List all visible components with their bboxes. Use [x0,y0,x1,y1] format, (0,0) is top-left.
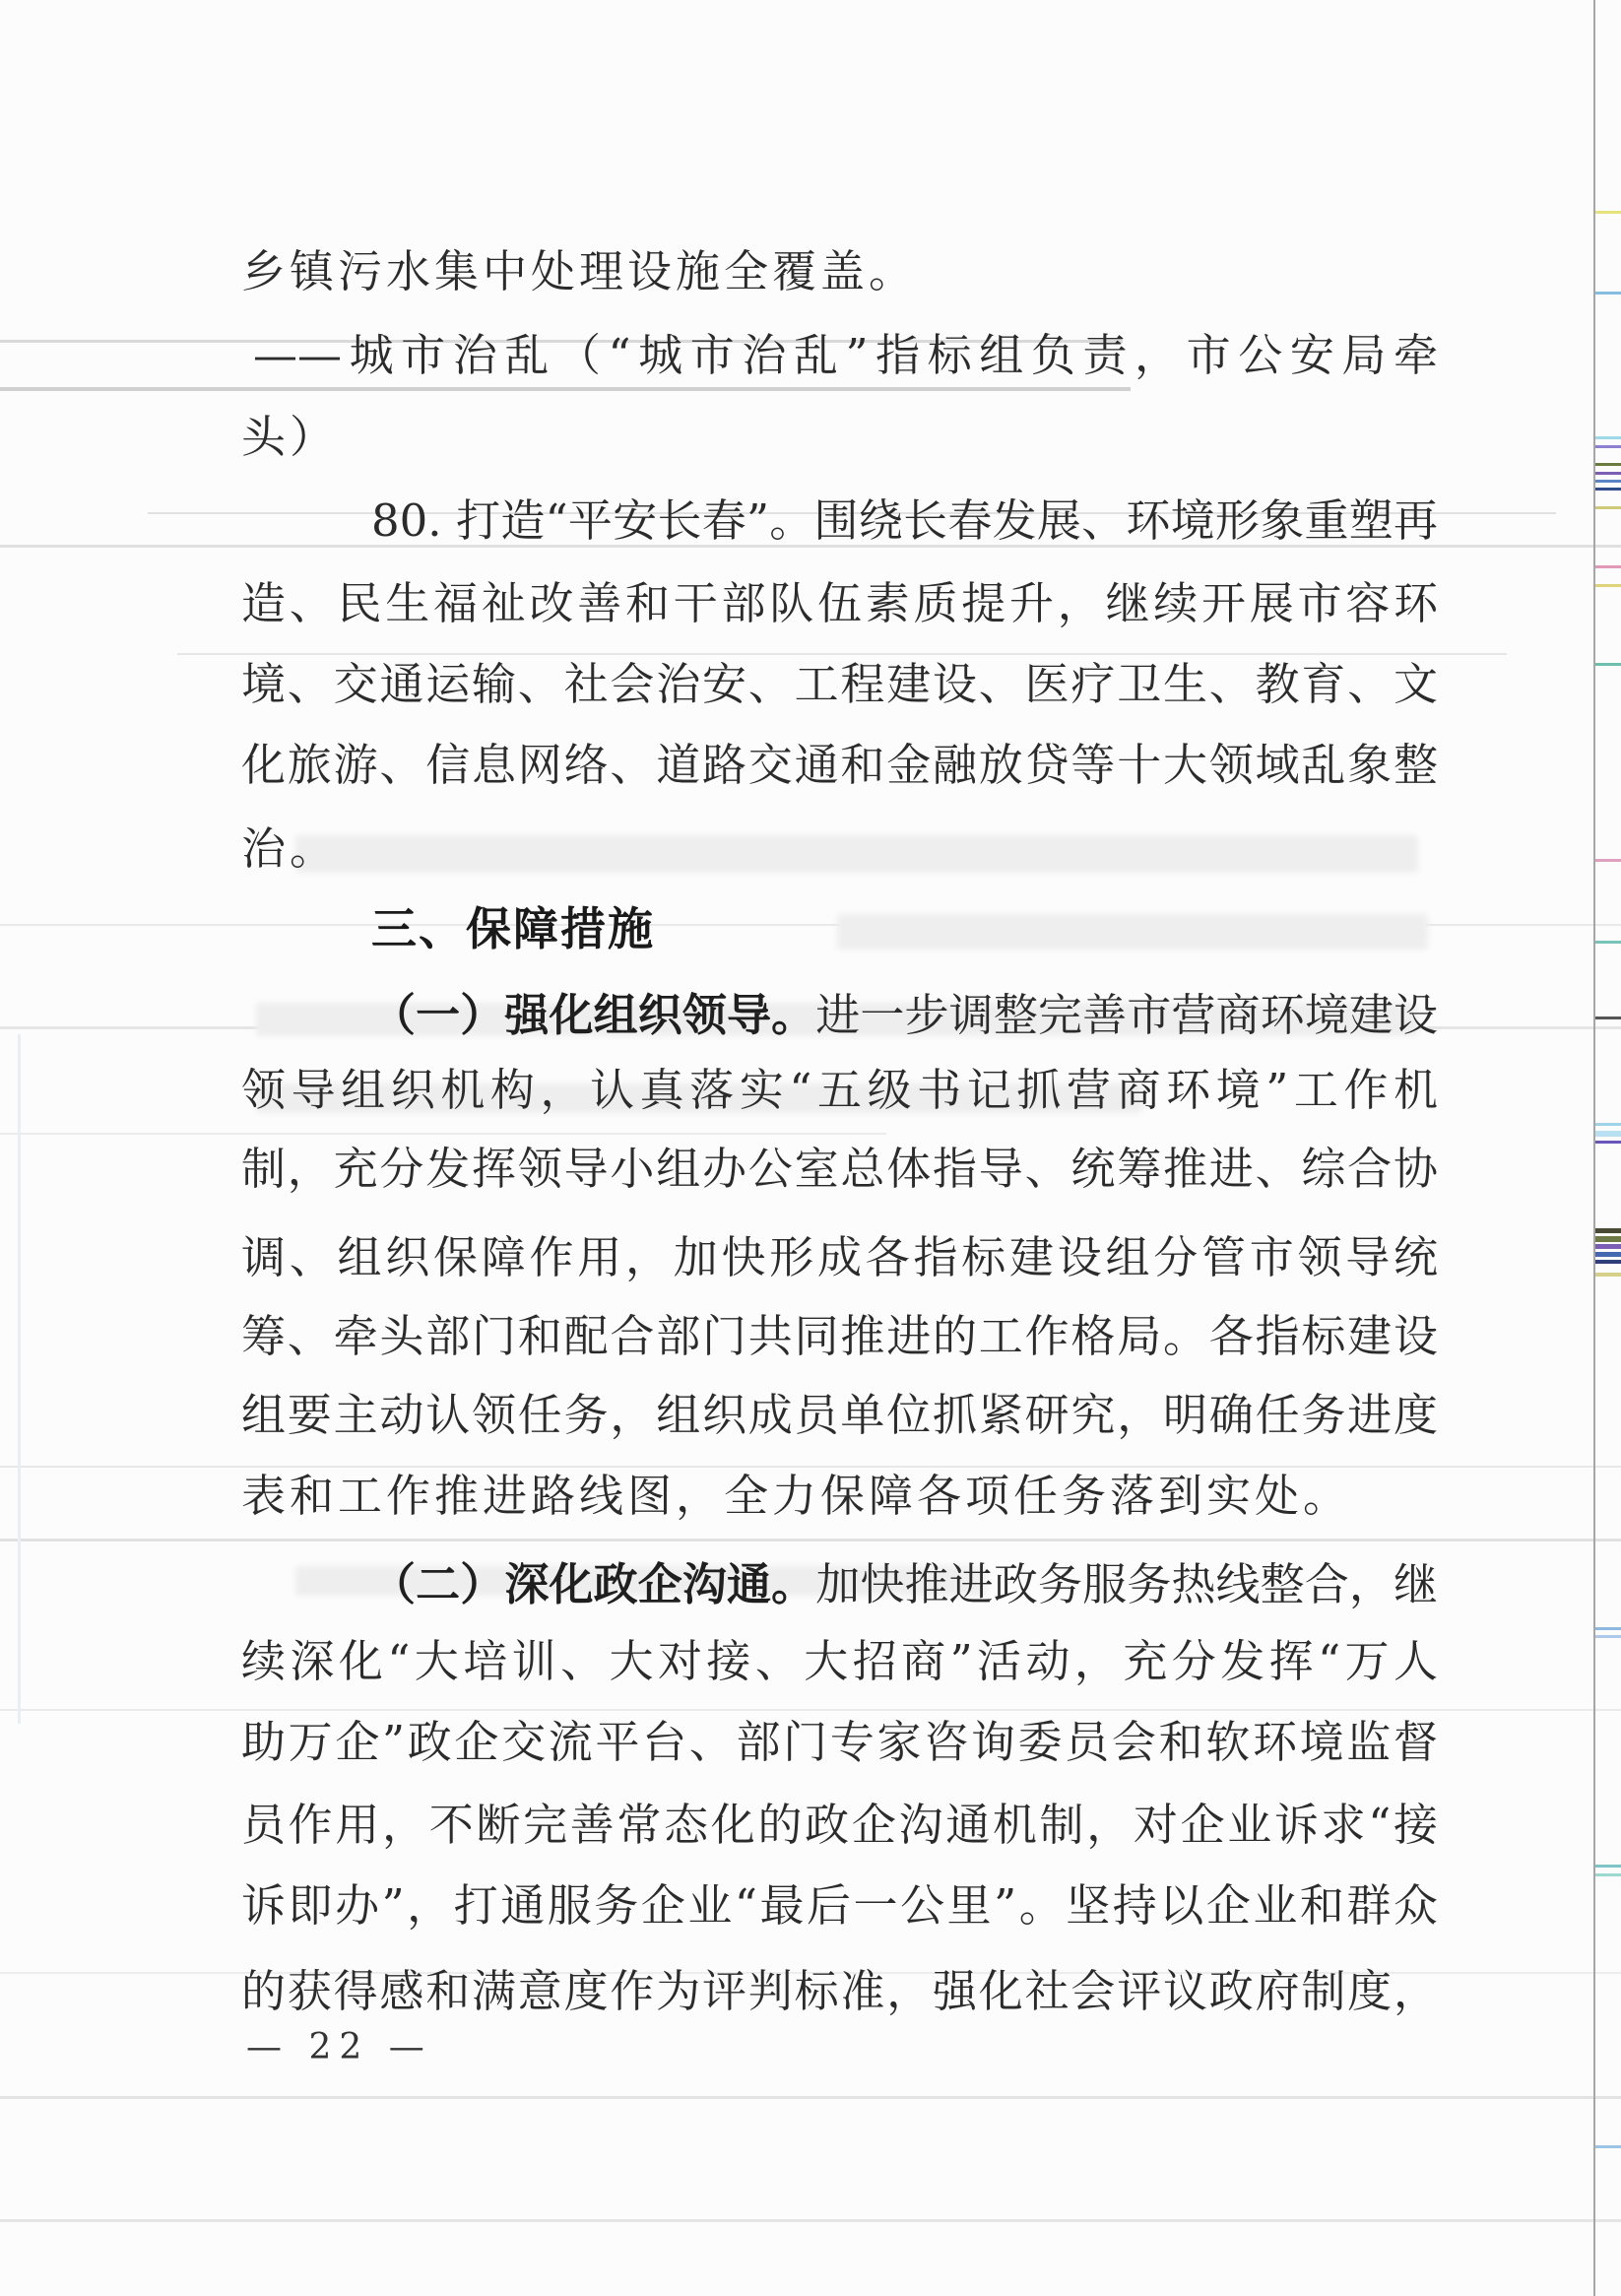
text-line: （一）强化组织领导。进一步调整完善市营商环境建设 [371,989,1438,1041]
text-line: 诉即办”，打通服务企业“最后一公里”。坚持以企业和群众 [241,1879,1438,1932]
page-number: — 22 — [246,2027,432,2067]
text-line: 续深化“大培训、大对接、大招商”活动，充分发挥“万人 [241,1635,1438,1687]
paragraph-lead: （二）深化政企沟通。 [371,1558,816,1610]
text-line: 员作用，不断完善常态化的政企沟通机制，对企业诉求“接 [241,1799,1438,1851]
text-line: 头） [241,411,339,463]
text-line: 领导组织机构，认真落实“五级书记抓营商环境”工作机 [241,1064,1438,1116]
text-line: 调、组织保障作用，加快形成各指标建设组分管市领导统 [241,1231,1438,1283]
text-line: 治。 [241,822,339,875]
text-line: 制，充分发挥领导小组办公室总体指导、统筹推进、综合协 [241,1143,1438,1195]
text-line: （二）深化政企沟通。加快推进政务服务热线整合，继 [371,1558,1438,1610]
text-line: 乡镇污水集中处理设施全覆盖。 [241,245,918,297]
text-line: ——城市治乱（“城市治乱”指标组负责，市公安局牵 [253,329,1438,381]
text-line: 组要主动认领任务，组织成员单位抓紧研究，明确任务进度 [241,1389,1438,1441]
paragraph-lead: （一）强化组织领导。 [371,989,816,1041]
text-line: 造、民生福祉改善和干部队伍素质提升，继续开展市容环 [241,577,1438,629]
text-line: 80. 打造“平安长春”。围绕长春发展、环境形象重塑再 [371,494,1438,547]
text-line: 表和工作推进路线图，全力保障各项任务落到实处。 [241,1470,1352,1522]
text-line: 化旅游、信息网络、道路交通和金融放贷等十大领域乱象整 [241,739,1438,791]
section-heading: 三、保障措施 [371,902,655,955]
text-line: 的获得感和满意度作为评判标准，强化社会评议政府制度， [241,1965,1438,2017]
text-line: 助万企”政企交流平台、部门专家咨询委员会和软环境监督 [241,1716,1438,1768]
text-line: 境、交通运输、社会治安、工程建设、医疗卫生、教育、文 [241,658,1438,710]
text-line: 筹、牵头部门和配合部门共同推进的工作格局。各指标建设 [241,1310,1438,1362]
